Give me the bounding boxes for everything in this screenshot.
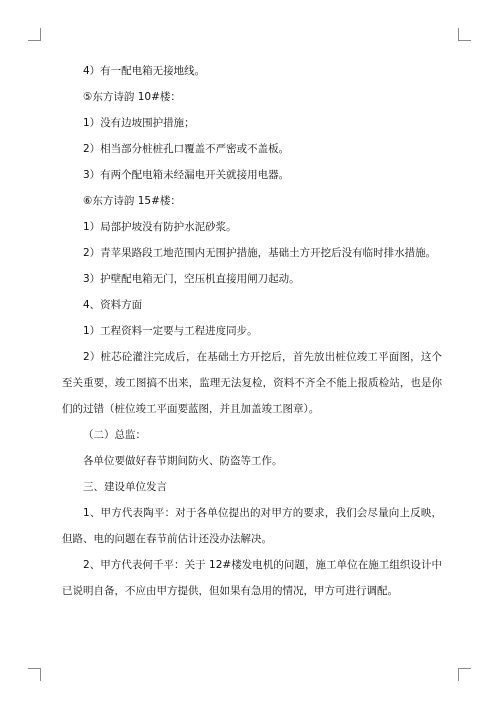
building-heading: ⑥东方诗韵 15#楼： bbox=[83, 195, 181, 207]
crop-mark-bottom-right bbox=[458, 668, 471, 681]
text-line: 1）局部护坡没有防护水泥砂浆。 bbox=[83, 221, 237, 233]
text-line: 1）没有边坡围护措施； bbox=[83, 117, 195, 129]
text-line: 2）相当部分桩桩孔口覆盖不严密或不盖板。 bbox=[83, 143, 290, 155]
paragraph-completion-drawing: 2）桩芯砼灌注完成后，在基础土方开挖后，首先放出桩位竣工平面图，这个至关重要，竣工图搞不出来，监理无法复检，资料不齐全不能上报质检站，也是你们的过错（桩位竣工平面要蓝图，并且加盖竣工图章）。 bbox=[62, 351, 442, 415]
paragraph-speech-he: 2、甲方代表何千平：关于 12#楼发电机的问题，施工单位在施工组织设计中已说明自备，不应由甲方提供，但如果有急用的情况，甲方可进行调配。 bbox=[62, 559, 442, 597]
text-line: 3）护壁配电箱无门，空压机直接用闸刀起动。 bbox=[83, 273, 300, 285]
building-heading: ⑤东方诗韵 10#楼： bbox=[83, 91, 181, 103]
section-heading-owner: 三、建设单位发言 bbox=[83, 481, 167, 493]
section-heading-summary: （二）总监： bbox=[83, 429, 146, 441]
crop-mark-bottom-left bbox=[28, 668, 41, 681]
crop-mark-top-left bbox=[28, 28, 41, 41]
text-line: 各单位要做好春节期间防火、防盗等工作。 bbox=[83, 455, 283, 467]
text-line: 1）工程资料一定要与工程进度同步。 bbox=[83, 325, 258, 337]
document-body bbox=[62, 58, 442, 604]
section-heading: 4、资料方面 bbox=[83, 299, 143, 311]
text-line: 3）有两个配电箱未经漏电开关就接用电器。 bbox=[83, 169, 290, 181]
paragraph-speech-tao: 1、甲方代表陶平：对于各单位提出的对甲方的要求，我们会尽量向上反映，但路、电的问题在春节前估计还没办法解决。 bbox=[62, 507, 442, 545]
crop-mark-top-right bbox=[458, 28, 471, 41]
text-line: 2）青苹果路段工地范围内无围护措施，基础土方开挖后没有临时排水措施。 bbox=[83, 247, 437, 259]
text-line: 4）有一配电箱无接地线。 bbox=[83, 65, 206, 77]
